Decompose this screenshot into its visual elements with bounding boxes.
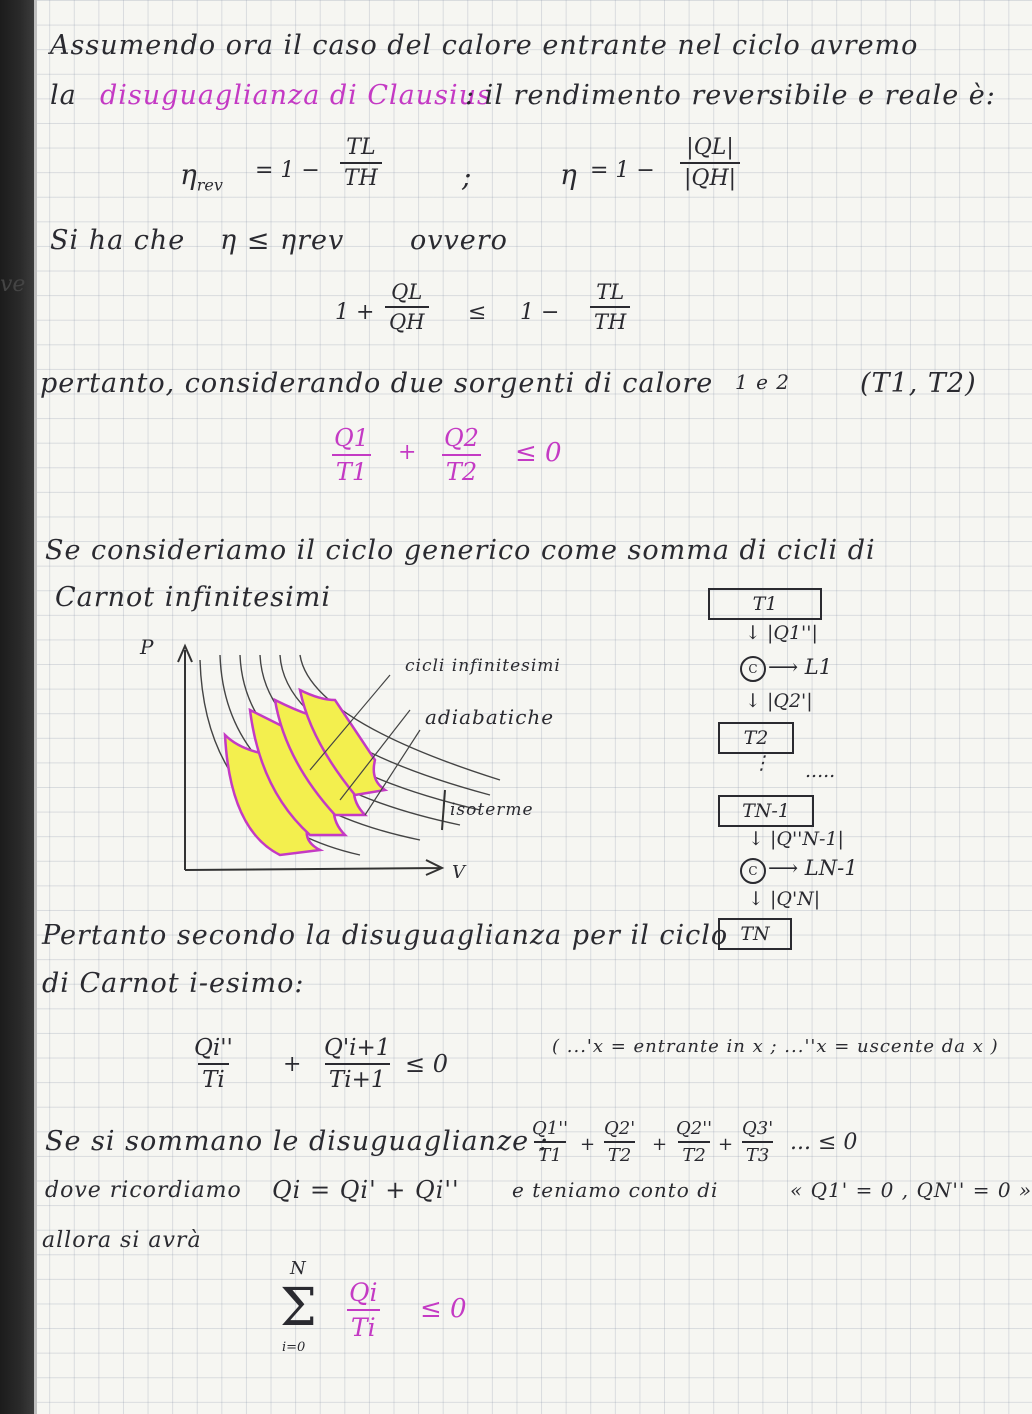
clausius-fraction-1: $\frac{Q1}{T1}$: [330, 424, 373, 486]
work-output-n: ⟶ LN-1: [768, 856, 858, 880]
v-axis: [185, 860, 442, 875]
ineq2-fraction-t: $\frac{TL}{TH}$: [590, 280, 630, 334]
cascade-dots: ⋮: [752, 752, 771, 774]
final-sum-lower: i=0: [282, 1340, 306, 1355]
ineq-i-fraction-2: $\frac{Q'i+1}{Ti+1}$: [324, 1035, 391, 1093]
text-line-2-end: : il rendimento reversibile e reale è:: [465, 80, 996, 111]
reservoir-box-n-1: TN-1: [718, 795, 814, 827]
notebook-binding: [0, 0, 34, 1414]
cascade-dots-side: .....: [805, 760, 836, 782]
eta-real-fraction: $\frac{|QL|}{|QH|}$: [680, 135, 740, 191]
eta-rev-lhs: $\eta_{rev}$: [180, 158, 223, 195]
text-line-6: Carnot infinitesimi: [55, 582, 331, 613]
final-sum-upper: N: [290, 1258, 306, 1279]
sum-term-3: $\frac{Q2''}{T2}$: [676, 1118, 713, 1166]
heat-flow-3: ↓ |Q''N-1|: [748, 828, 844, 850]
clausius-fraction-2: $\frac{Q2}{T2}$: [440, 424, 483, 486]
work-output-1: ⟶ L1: [768, 655, 833, 679]
text-line-1: Assumendo ora il caso del calore entrante nel ciclo avremo: [50, 30, 919, 61]
text-line-2-start: la: [50, 80, 77, 111]
p-axis-label: P: [140, 635, 155, 659]
ineq2-relation: ≤: [468, 300, 487, 325]
eta-rev-fraction: $\frac{TL}{TH}$: [340, 135, 382, 191]
final-sum-sigma: Σ: [280, 1278, 317, 1338]
label-adiabats: adiabatiche: [425, 705, 555, 729]
ineq2-fraction-q: $\frac{QL}{QH}$: [385, 280, 429, 334]
reservoir-box-2: T2: [718, 722, 794, 754]
reservoir-box-n: TN: [718, 918, 792, 950]
text-line-11: allora si avrà: [42, 1228, 202, 1253]
eta-real-op: = 1 −: [590, 158, 655, 183]
notation-note: ( ...'x = entrante in x ; ...''x = uscente da x ): [552, 1036, 999, 1057]
p-axis: [178, 646, 192, 870]
text-line-4-temps: (T1, T2): [860, 368, 977, 399]
engine-circle-1: C: [740, 656, 766, 682]
heat-flow-4: ↓ |Q'N|: [748, 888, 821, 910]
text-line-4: pertanto, considerando due sorgenti di calore: [40, 368, 714, 399]
label-isotherms: isoterme: [450, 800, 534, 820]
isotherm-bracket: [442, 790, 445, 830]
sum-term-2: $\frac{Q2'}{T2}$: [604, 1118, 636, 1166]
label-cycles: cicli infinitesimi: [405, 656, 561, 676]
eq-separator: ;: [462, 160, 472, 193]
text-line-3-end: ovvero: [410, 225, 508, 256]
clausius-relation: ≤ 0: [515, 438, 562, 468]
text-line-2-highlight: disuguaglianza di Clausius: [100, 80, 492, 111]
v-axis-label: V: [452, 862, 466, 883]
margin-bleed-text: ve: [0, 272, 26, 297]
text-line-10-equation: Qi = Qi' + Qi'': [272, 1176, 460, 1204]
ineq2-lhs-prefix: 1 +: [335, 300, 375, 325]
text-line-3-start: Si ha che: [50, 225, 186, 256]
text-line-8: di Carnot i-esimo:: [42, 968, 305, 999]
eta-rev-op: = 1 −: [255, 158, 320, 183]
pv-diagram: [160, 640, 620, 900]
text-line-3-ineq: η ≤ ηrev: [220, 225, 345, 256]
text-line-9: Se si sommano le disuguaglianze :: [45, 1126, 549, 1157]
sum-plus-2: +: [652, 1134, 668, 1155]
sum-term-4: $\frac{Q3'}{T3}$: [742, 1118, 774, 1166]
final-fraction: $\frac{Qi}{Ti}$: [345, 1278, 382, 1342]
engine-circle-n: C: [740, 858, 766, 884]
heat-flow-2: ↓ |Q2'|: [745, 690, 813, 712]
sum-plus-1: +: [580, 1134, 596, 1155]
text-line-4-sources: 1 e 2: [735, 370, 790, 394]
clausius-plus: +: [398, 440, 417, 465]
text-line-7: Pertanto secondo la disuguaglianza per il ciclo: [42, 920, 729, 951]
text-line-10-conditions: « Q1' = 0 , QN'' = 0 »: [790, 1178, 1032, 1202]
sum-tail: ... ≤ 0: [790, 1130, 858, 1155]
ineq-i-relation: ≤ 0: [405, 1050, 449, 1078]
sum-plus-3: +: [718, 1134, 734, 1155]
eta-real-lhs: η: [560, 158, 577, 191]
ineq-i-fraction-1: $\frac{Qi''}{Ti}$: [194, 1035, 233, 1093]
text-line-10-middle: e teniamo conto di: [512, 1178, 719, 1202]
binding-edge: [34, 0, 37, 1414]
ineq2-rhs-prefix: 1 −: [520, 300, 560, 325]
text-line-5: Se consideriamo il ciclo generico come somma di cicli di: [45, 535, 876, 566]
sum-term-1: $\frac{Q1''}{T1}$: [532, 1118, 569, 1166]
reservoir-box-1: T1: [708, 588, 822, 620]
heat-flow-1: ↓ |Q1''|: [745, 622, 818, 644]
text-line-10-start: dove ricordiamo: [45, 1178, 242, 1203]
final-relation: ≤ 0: [420, 1294, 467, 1324]
ineq-i-plus: +: [283, 1052, 302, 1077]
